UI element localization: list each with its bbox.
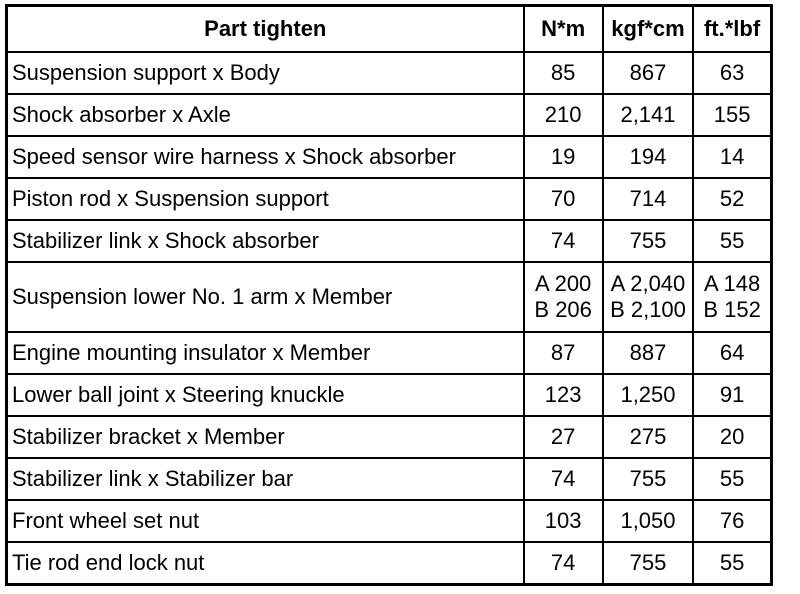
torque-spec-table: [5, 4, 773, 586]
nm-cell: 19: [524, 136, 603, 178]
part-cell: Suspension support x Body: [7, 52, 524, 94]
nm-cell: 74: [524, 458, 603, 500]
kgf-cm-cell: 194: [603, 136, 693, 178]
ft-lbf-cell: 14: [693, 136, 771, 178]
ft-lbf-cell: 155: [693, 94, 771, 136]
header-kgf-cm: kgf*cm: [603, 6, 693, 53]
ft-lbf-value-a: A 148: [703, 271, 761, 296]
kgf-cm-cell: 755: [603, 458, 693, 500]
kgf-cm-cell: 275: [603, 416, 693, 458]
part-cell: Stabilizer link x Stabilizer bar: [7, 458, 524, 500]
table-row: [7, 94, 772, 136]
header-ft-lbf: ft.*lbf: [693, 6, 771, 53]
part-cell: Stabilizer bracket x Member: [7, 416, 524, 458]
kgf-cm-cell: 1,250: [603, 374, 693, 416]
table-row: [7, 136, 772, 178]
ft-lbf-cell: 55: [693, 220, 771, 262]
kgf-cm-cell: 755: [603, 220, 693, 262]
nm-cell: 85: [524, 52, 603, 94]
part-cell: Piston rod x Suspension support: [7, 178, 524, 220]
ft-lbf-cell: 52: [693, 178, 771, 220]
ft-lbf-cell: 91: [693, 374, 771, 416]
table-header-row: [7, 6, 772, 53]
nm-cell: 103: [524, 500, 603, 542]
nm-cell: 123: [524, 374, 603, 416]
table-row: [7, 458, 772, 500]
kgf-cm-cell: [603, 262, 693, 332]
ft-lbf-cell: 76: [693, 500, 771, 542]
kgf-cm-cell: 755: [603, 542, 693, 585]
ft-lbf-cell: 63: [693, 52, 771, 94]
table-row: [7, 542, 772, 585]
nm-cell: 74: [524, 220, 603, 262]
part-cell: Engine mounting insulator x Member: [7, 332, 524, 374]
part-cell: Lower ball joint x Steering knuckle: [7, 374, 524, 416]
ft-lbf-cell: [693, 262, 771, 332]
nm-cell: 27: [524, 416, 603, 458]
part-cell: Front wheel set nut: [7, 500, 524, 542]
kgf-cm-cell: 2,141: [603, 94, 693, 136]
ft-lbf-cell: 55: [693, 458, 771, 500]
kgf-cm-cell: 867: [603, 52, 693, 94]
nm-cell: 210: [524, 94, 603, 136]
table-row: [7, 500, 772, 542]
header-nm: N*m: [524, 6, 603, 53]
table-row: [7, 178, 772, 220]
ft-lbf-cell: 20: [693, 416, 771, 458]
header-part: Part tighten: [7, 6, 524, 53]
nm-cell: [524, 262, 603, 332]
part-cell: Speed sensor wire harness x Shock absorber: [7, 136, 524, 178]
nm-cell: 70: [524, 178, 603, 220]
nm-cell: 87: [524, 332, 603, 374]
kgf-cm-cell: 887: [603, 332, 693, 374]
ft-lbf-cell: 55: [693, 542, 771, 585]
kgf-cm-cell: 714: [603, 178, 693, 220]
ft-lbf-value-b: B 152: [703, 297, 761, 322]
kgf-cm-cell: 1,050: [603, 500, 693, 542]
table-row: [7, 332, 772, 374]
kgf-cm-value-b: B 2,100: [610, 297, 686, 322]
nm-cell: 74: [524, 542, 603, 585]
nm-value-b: B 206: [534, 297, 592, 322]
table-row: [7, 374, 772, 416]
kgf-cm-value-a: A 2,040: [610, 271, 686, 296]
table-row: [7, 220, 772, 262]
table-row: [7, 52, 772, 94]
part-cell: Shock absorber x Axle: [7, 94, 524, 136]
nm-value-a: A 200: [535, 271, 592, 296]
ft-lbf-cell: 64: [693, 332, 771, 374]
table-row: [7, 262, 772, 332]
part-cell: Suspension lower No. 1 arm x Member: [7, 262, 524, 332]
part-cell: Tie rod end lock nut: [7, 542, 524, 585]
table-row: [7, 416, 772, 458]
part-cell: Stabilizer link x Shock absorber: [7, 220, 524, 262]
